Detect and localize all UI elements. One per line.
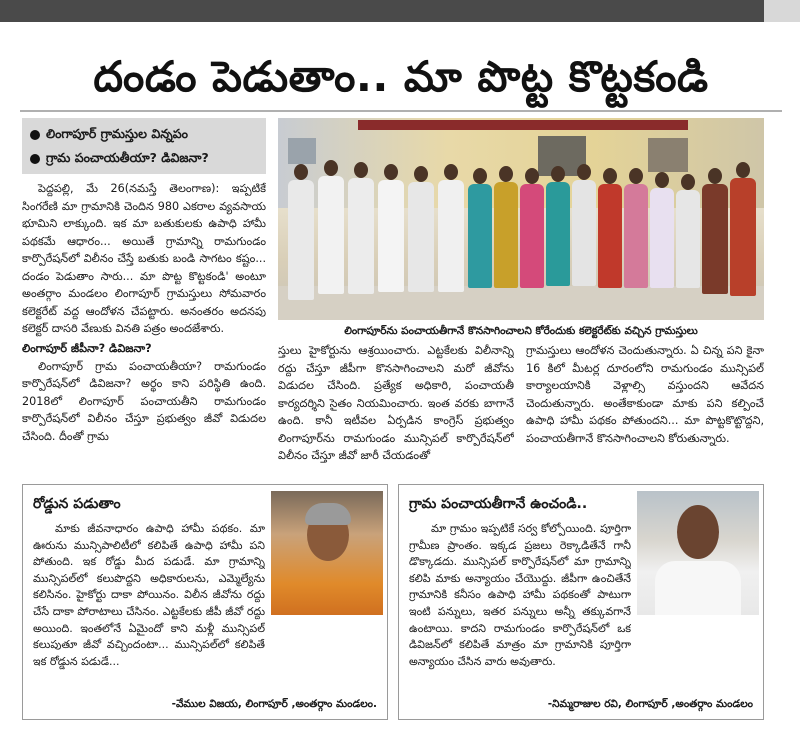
subhead-1 (30, 122, 258, 146)
subhead-2-text: గ్రామ పంచాయతీయా? డివిజనా? (46, 150, 209, 165)
person-figure (438, 180, 464, 292)
top-bar-corner (764, 0, 800, 22)
quote-box-left (22, 484, 388, 720)
portrait-shirt (655, 561, 741, 615)
bullet-icon (30, 154, 40, 164)
portrait-face (677, 505, 719, 559)
person-figure (572, 180, 596, 286)
subhead-1-text: లింగాపూర్ గ్రామస్తుల విన్నపం (46, 126, 188, 141)
person-figure (378, 180, 404, 292)
story-column-3: గ్రామస్తులు ఆందోళన చెందుతున్నారు. ఏ చిన్న పని కైనా 16 కిలో మీటర్ల దూరంలోని రామగుండం మున్సిపల్ కార్యాలయానికి వెళ్లాల్సి వస్తుందని ఆవేదన చెందుతున్నారు. అంతేకాకుండా మాకు పని కల్పించే ఉపాధి హామీ పథకం పోతుందని... మా పొట్టకొట్టొద్దని, పంచాయతీగానే కొనసాగించాలని కోరుతున్నారు. (526, 344, 764, 445)
portrait-woman (271, 491, 383, 615)
top-bar (0, 0, 800, 22)
person-figure (348, 178, 374, 294)
quote-box-right-text: మా గ్రామం ఇప్పటికే సర్వ కోల్పోయింది. పూర్తిగా గ్రామీణ ప్రాంతం. ఇక్కడ ప్రజలు రెక్కాడితేనే గానీ డొక్కాడదు. మున్సిపల్ కార్పొరేషన్‌లో మా గ్రామాన్ని కలిపి మాకు అన్యాయం చేయొద్దు. జీపీగా ఉంచితేనే గ్రామానికి కనీసం ఉపాధి హామీ పథకంతో పాటుగా ఇంటి పన్నులు, ఇతర పన్నులు అన్నీ తక్కువగానే ఉంటాయి. కాదని రామగుండం కార్పొరేషన్‌లో ఒక డివిజన్‌లో కలిపితే మాత్రం మా గ్రామానికి పూర్తిగా అన్యాయం చేసిన వారు అవుతారు. (409, 522, 631, 668)
subheads (22, 118, 266, 174)
person-figure (408, 182, 434, 292)
photo-caption: లింగాపూర్‌ను పంచాయతీగానే కొనసాగించాలని కోరేందుకు కలెక్టరేట్‌కు వచ్చిన గ్రామస్తులు (344, 325, 698, 337)
person-figure (546, 182, 570, 286)
headline: దండం పెడుతాం.. మా పొట్ట కొట్టకండి (93, 52, 709, 101)
story-para-1: పెద్దపల్లి, మే 26(నమస్తే తెలంగాణ): ఇప్పటికే సింగరేణి మా గ్రామానికి చెందిన 980 ఎకరాల వ్యవసాయ భూమిని లాక్కుంది. ఇక మా బతుకులకు ఉపాధి హామీ పథకమే ఆధారం... అయితే గ్రామాన్ని రామగుండం కార్పొరేషన్‌లో విలీనం చేస్తే బతుకు బండి సాగటం కష్టం... దండం పెడుతాం సారు... మా పొట్ట కొట్టకండి' అంటూ అంతర్గాం మండలం లింగాపూర్ గ్రామస్తులు సోమవారం కలెక్టరేట్ వద్ద ఆందోళన చేపట్టారు. అనంతరం అదనపు కలెక్టర్ దాసరి వేణుకు వినతి పత్రం అందజేశారు. (22, 182, 266, 335)
story-para-2: లింగాపూర్ గ్రామ పంచాయతీయా? రామగుండం కార్పొరేషన్‌లో డివిజనా? అర్థం కాని పరిస్థితి ఉంది. 2018లో లింగాపూర్ పంచాయతీని రామగుండం కార్పొరేషన్‌లో విలీనం చేస్తూ ప్రభుత్వం జీవో విడుదల చేసింది. దీంతో గ్రామ (22, 359, 266, 443)
photo-banner (358, 120, 688, 130)
quote-box-right-title: గ్రామ పంచాయతీగానే ఉంచండి.. (409, 496, 588, 512)
quote-box-left-byline: -వేముల విజయ, లింగాపూర్ ,అంతర్గాం మండలం. (171, 698, 377, 710)
person-figure (702, 184, 728, 294)
photo-window (648, 138, 688, 172)
person-figure (494, 182, 518, 288)
person-figure (624, 184, 648, 288)
quote-box-left-text: మాకు జీవనాధారం ఉపాధి హామీ పథకం. మా ఊరును మున్సిపాలిటీలో కలిపితే ఉపాధి హామీ పని పోతుంది. ఇక రోడ్డు మీద పడుడే. మా గ్రామాన్ని మున్సిపల్‌లో కలుపొద్దని అధికారులను, ఎమ్మెల్యేను కలిసినం. హైకోర్టు దాకా పోయినం. విలీన జీవోను రద్దు చేసే దాకా పోరాటాలు చేసినం. ఎట్టకేలకు జీపీ జీవో రద్దు అయింది. ఇంతలోనే ఏమైందో కాని మళ్లీ మున్సిపల్ కలుపుతూ జీవో వచ్చిందంటా... మున్సిపల్‌లో కలిపితే ఇక రోడ్డున పడుడే... (33, 522, 265, 668)
side-head: లింగాపూర్ జీపీనా? డివిజనా? (22, 341, 152, 355)
person-figure (676, 190, 700, 288)
quote-box-right (398, 484, 764, 720)
person-figure (318, 176, 344, 294)
photo-window (288, 138, 316, 164)
story-column-2: స్తులు హైకోర్టును ఆశ్రయించారు. ఎట్టకేలకు విలీనాన్ని రద్దు చేస్తూ జీపీగా కొనసాగించాలని మరో జీవోను విడుదల చేసింది. ప్రత్యేక అధికారి, పంచాయతీ కార్యదర్శిని సైతం నియమించారు. ఇంత వరకు బాగానే ఉంది. కానీ ఇటీవల ఏర్పడిన కాంగ్రెస్ ప్రభుత్వం లింగాపూర్‌ను రామగుండం మున్సిపల్ కార్పొరేషన్‌లో విలీనం చేస్తూ జీవో జారీ చేయడంతో (278, 344, 514, 462)
quote-box-right-byline: -నిమ్మరాజుల రవి, లింగాపూర్ ,అంతర్గాం మండలం (547, 698, 753, 710)
quote-box-left-title: రోడ్డున పడుతాం (33, 496, 121, 512)
person-figure (468, 184, 492, 288)
story-column-1 (22, 180, 266, 470)
person-figure (520, 184, 544, 288)
headline-rule (20, 110, 782, 112)
person-figure (598, 184, 622, 288)
portrait-man (637, 491, 759, 615)
portrait-hair (305, 503, 351, 525)
subhead-2 (30, 146, 258, 170)
person-figure (650, 188, 674, 288)
person-figure (730, 178, 756, 296)
protest-photo (278, 118, 764, 320)
bullet-icon (30, 130, 40, 140)
person-figure (288, 180, 314, 300)
